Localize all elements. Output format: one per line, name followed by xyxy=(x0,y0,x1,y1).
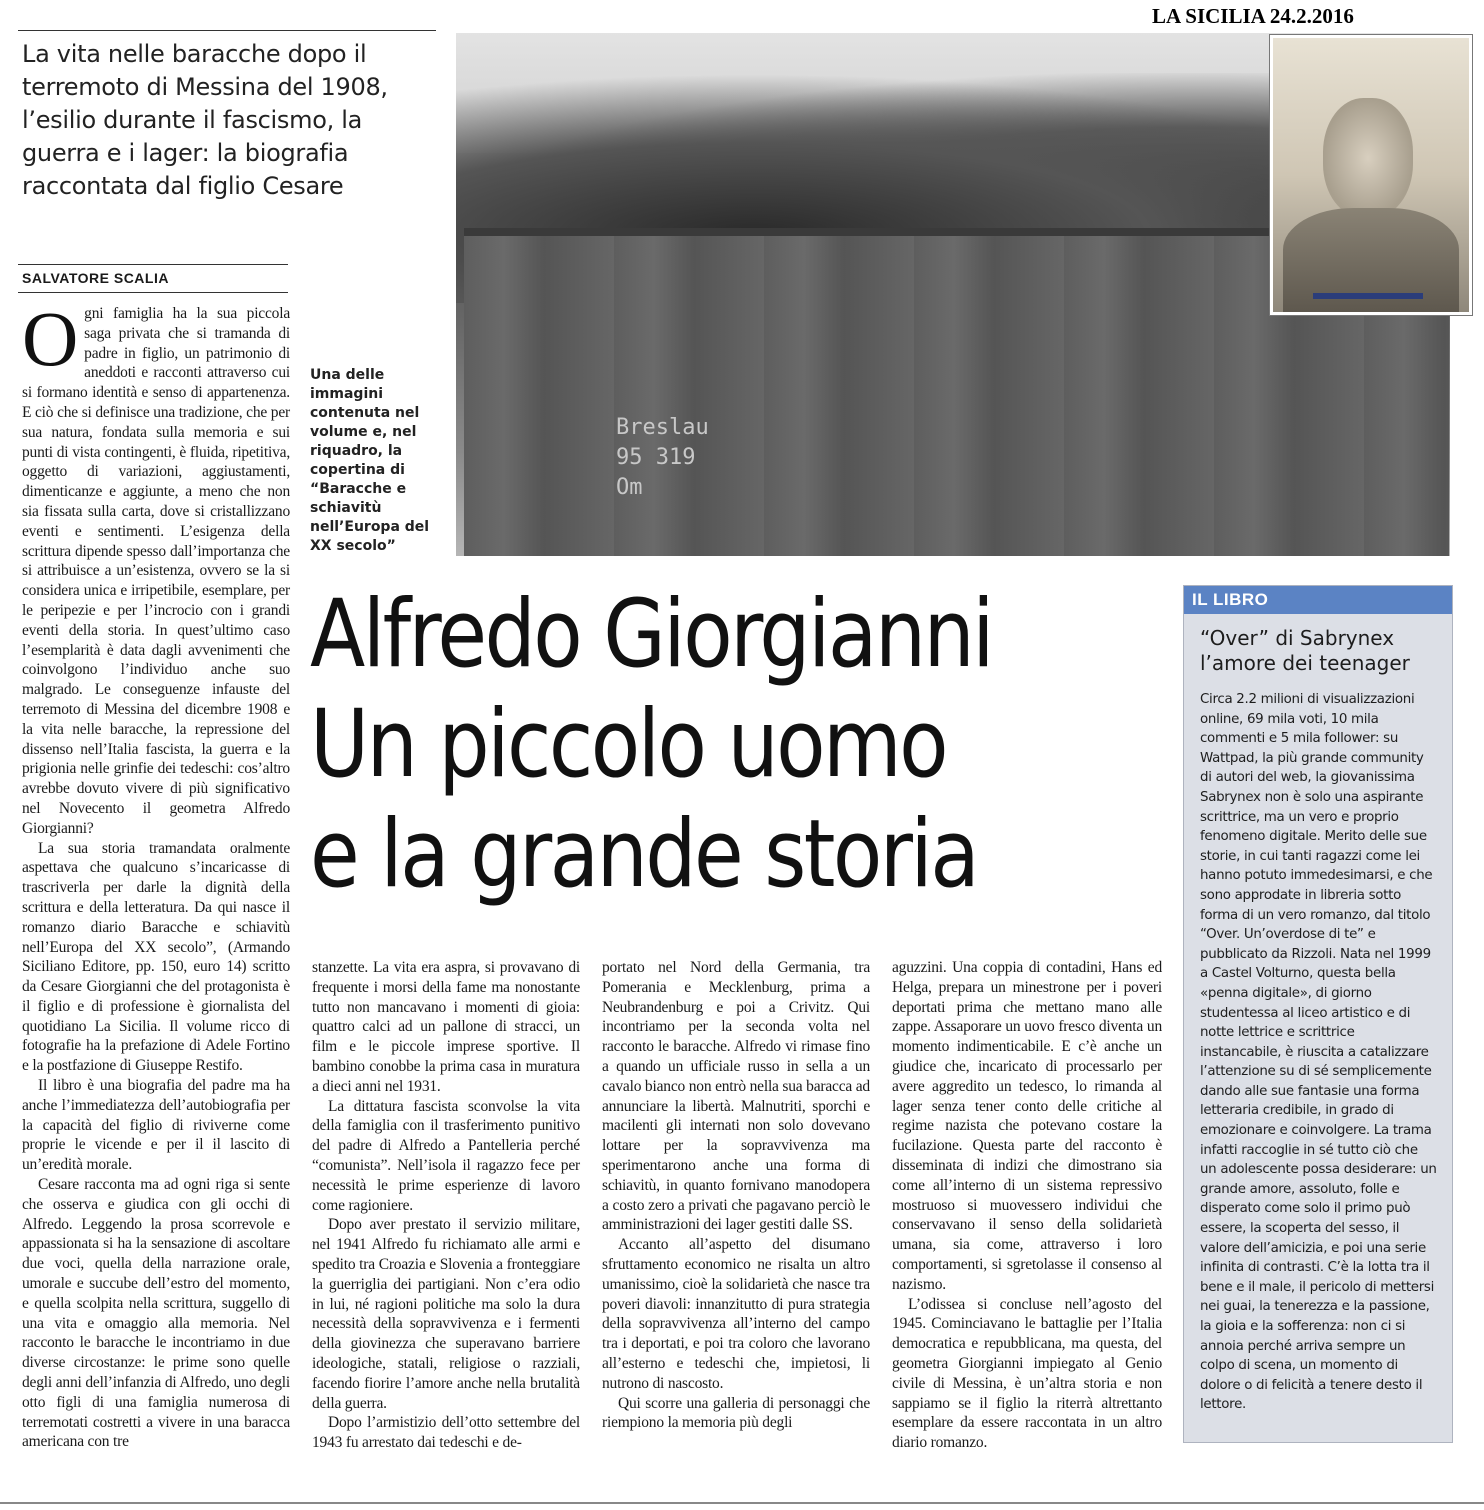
article-column-3 xyxy=(602,958,870,1433)
article-paragraph: aguzzini. Una coppia di contadini, Hans ed Helga, prepara un minestrone per i poveri deportati prima che mettano mano alle zappe. Assaporare un uovo fresco diventa un momento indimenticabile. E c’è anche un giudice che, incaricato di processarlo per avere aggredito un tedesco, lo rimanda al lager senza tener conto delle critiche al regime nazista che potevano costare la fucilazione. Questa parte del racconto è disseminata di indizi che dimostrano sia come all’interno di un sistema repressivo mostruoso si muovessero individui che conservavano il senso della solidarietà umana, sia come, attraverso i loro comportamenti, si sgretolasse il consenso al nazismo. xyxy=(892,959,1162,1293)
article-paragraph: La sua storia tramandata oralmente aspettava che qualcuno s’incaricasse di trascriverla per darle la dignità della scrittura e della letteratura. Da qui nasce il romanzo diario Baracche e schiavitù nell’Europa del XX secolo”, (Armando Siciliano Editore, pp. 150, euro 14) scritto da Cesare Giorgianni che del protagonista è il figlio e di professione è giornalista del quotidiano La Sicilia. Il volume ricco di fotografie ha la prefazione di Adele Fortino e la postfazione di Giuseppe Restifo. xyxy=(22,839,290,1075)
article-paragraph: Cesare racconta ma ad ogni riga si sente che osserva e giudica con gli occhi di Alfredo. Leggendo la prosa scorrevole e appassionata si ha la sensazione di ascoltare due voci, quella della narrazione orale, umorale e succube dell’estro del momento, e quella scolpita nella scrittura, suggello di una vita e omaggio alla memoria. Nel racconto le baracche le incontriamo in due diverse circostanze: le prime sono quelle degli anni dell’infanzia di Alfredo, uno degli otto figli di una famiglia numerosa di terremotati costretti a vivere in una baracca americana con tre xyxy=(22,1176,290,1451)
cover-strip xyxy=(1313,293,1423,299)
sidebar-body: Circa 2.2 milioni di visualizzazioni online, 69 mila voti, 10 mila commenti e 5 mila follower: su Wattpad, la più grande community di autori del web, la giovanissima Sabrynex non è solo una aspirante scrittrice, ma un vero e proprio fenomeno digitale. Merito delle sue storie, in cui tanti ragazzi come lei hanno potuto immedesimarsi, e che sono approdate in libreria sotto forma di un vero romanzo, dal titolo “Over. Un’overdose di te” e pubblicato da Rizzoli. Nata nel 1999 a Castel Volturno, questa bella «penna digitale», di giorno studentessa al liceo artistico e di notte lettrice e scrittrice instancabile, è riuscita a catalizzare l’attenzione su di sé semplicemente dando alle sue fantasie una forma letteraria credibile, in grado di emozionare e coinvolgere. La trama infatti raccoglie in sé tutto ciò che un adolescente possa desiderare: un grande amore, assoluto, folle e disperato come solo il primo può essere, la scoperta del sesso, il valore dell’amicizia, e poi una serie infinita di contrasti. C’è la lotta tra il bene e il male, il pericolo di mettersi nei guai, la tenerezza e la passione, la gioia e la sofferenza: non ci si annoia perché arriva sempre un colpo di scena, un momento di dolore o di felicità a tenere desto il lettore. xyxy=(1200,692,1437,1413)
article-paragraph: Dopo aver prestato il servizio militare, nel 1941 Alfredo fu richiamato alle armi e spedito tra Croazia e Slovenia a fronteggiare la guerriglia dei partigiani. Non c’era odio in lui, né ragioni politiche ma solo la dura necessità della sopravvivenza e i fermenti della giovinezza che superavano barriere ideologiche, statali, religiose o razziali, facendo fiorire l’amore anche nella brutalità della guerra. xyxy=(312,1216,580,1412)
sidebar-tag: IL LIBRO xyxy=(1184,586,1452,614)
byline: SALVATORE SCALIA xyxy=(22,270,169,286)
headline-line-3: e la grande storia xyxy=(310,800,978,909)
article-column-4 xyxy=(892,958,1162,1453)
headline-line-2: Un piccolo uomo xyxy=(310,690,947,799)
top-divider xyxy=(18,30,436,31)
masthead: LA SICILIA 24.2.2016 xyxy=(1152,4,1354,28)
article-paragraph: L’odissea si concluse nell’agosto del 1945. Cominciavano le battaglie per l’Italia democratica e repubblicana, ma questa, del geometra Giorgianni impiegato al Genio civile di Messina, è un’altra storia e non sappiamo se il figlio la riterrà altrettanto esemplare da essere raccontata in un altro diario romanzo. xyxy=(892,1295,1162,1452)
article-paragraph: Il libro è una biografia del padre ma ha anche l’immediatezza dell’autobiografia per la capacità del figlio di riviverne come proprie le vicende e per il il lascito di un’eredità morale. xyxy=(22,1077,290,1174)
article-paragraph: Accanto all’aspetto del disumano sfruttamento economico ne risalta un altro umanissimo, cioè la solidarietà che nasce tra poveri diavoli: innanzitutto di pura strategia della sopravvivenza all’interno del campo tra i deportati, e poi tra coloro che lavorano all’esterno e tedeschi che, impietosi, li nutrono di nascosto. xyxy=(602,1236,870,1392)
article-paragraph xyxy=(22,295,290,839)
sidebar-title: “Over” di Sabrynex l’amore dei teenager xyxy=(1200,626,1410,675)
book-sidebar xyxy=(1183,585,1453,1443)
article-paragraph: La dittatura fascista sconvolse la vita della famiglia con il trasferimento punitivo del padre di Alfredo a Pantelleria perché “comunista”. Nell’isola il ragazzo fece per necessità le prime esperienze di lavoro come ragioniere. xyxy=(312,1097,580,1214)
byline-divider-top xyxy=(18,264,288,265)
paragraph-text: gni famiglia ha la sua piccola saga privata che si tramanda di padre in figlio, un patrimonio di aneddoti e racconti attraverso cui si formano identità e senso di appartenenza. E ciò che si definisce una tradizione, che per sua natura, fondata sulla memoria e sui punti di vista contingenti, è fluida, ripetitiva, oggetto di variazioni, aggiustamenti, dimenticanze e aggiunte, a meno che non sia fissata sulla carta, dove si cristallizzano eventi e sentimenti. L’esigenza della scrittura dipende spesso dall’importanza che si attribuisce a un’esistenza, ovvero se la si considera unica e irripetibile, esemplare, per le peripezie e per l’incrocio con i grandi eventi della storia. In quest’ultimo caso l’esemplarità è data dagli avvenimenti che coinvolgono l’individuo anche suo malgrado. Le conseguenze infauste del terremoto di Messina del dicembre 1908 e la vita nelle baracche, la repressione del dissenso nell’Italia fascista, la guerra e la prigionia nelle grinfie dei tedeschi: cos’altro avrebbe dovuto vivere di più significativo nel Novecento il geometra Alfredo Giorgianni? xyxy=(22,305,290,837)
headline-line-1: Alfredo Giorgianni xyxy=(310,580,993,689)
wagon-lettering: Breslau 95 319 Om xyxy=(616,415,709,500)
article-paragraph: stanzette. La vita era aspra, si provavano di frequente i morsi della fame ma nonostante tutto non mancavano i momenti di gioia: quattro calci ad un pallone di stracci, un film e le piccole imprese sportive. Il bambino conobbe la prima casa in muratura a dieci anni nel 1931. xyxy=(312,959,580,1095)
article-paragraph: Dopo l’armistizio dell’otto settembre del 1943 fu arrestato dai tedeschi e de- xyxy=(312,1414,580,1452)
portrait-face xyxy=(1323,98,1413,218)
book-cover-inset xyxy=(1270,35,1472,315)
article-column-1 xyxy=(22,295,290,1452)
summary-text: La vita nelle baracche dopo il terremoto di Messina del 1908, l’esilio durante il fascismo, la guerra e i lager: la biografia raccontata dal figlio Cesare xyxy=(22,40,388,200)
photo-caption: Una delle immagini contenuta nel volume e, nel riquadro, la copertina di “Baracche e schiavitù nell’Europa del XX secolo” xyxy=(310,367,430,554)
drop-cap: O xyxy=(22,295,79,382)
article-paragraph: Qui scorre una galleria di personaggi che riempiono la memoria più degli xyxy=(602,1394,870,1432)
article-paragraph: portato nel Nord della Germania, tra Pomerania e Mecklenburg, prima a Neubrandenburg e poi a Crivitz. Qui incontriamo per la seconda volta nel racconto le baracche. Alfredo vi rimase fino a quando un ufficiale russo in sella a un cavalo bianco non entrò nella sua baracca ad annunciare la libertà. Malnutriti, sporchi e macilenti gli internati non solo dovevano lottare per la sopravvivenza ma sperimentarono anche una forma di schiavitù, in quanto fornivano manodopera a costo zero a privati che pagavano perciò le amministrazioni dei lager gestiti dalle SS. xyxy=(602,959,870,1234)
article-column-2 xyxy=(312,958,580,1453)
byline-divider-bottom xyxy=(18,292,288,293)
bottom-divider xyxy=(0,1502,1484,1504)
headline xyxy=(310,580,1050,910)
